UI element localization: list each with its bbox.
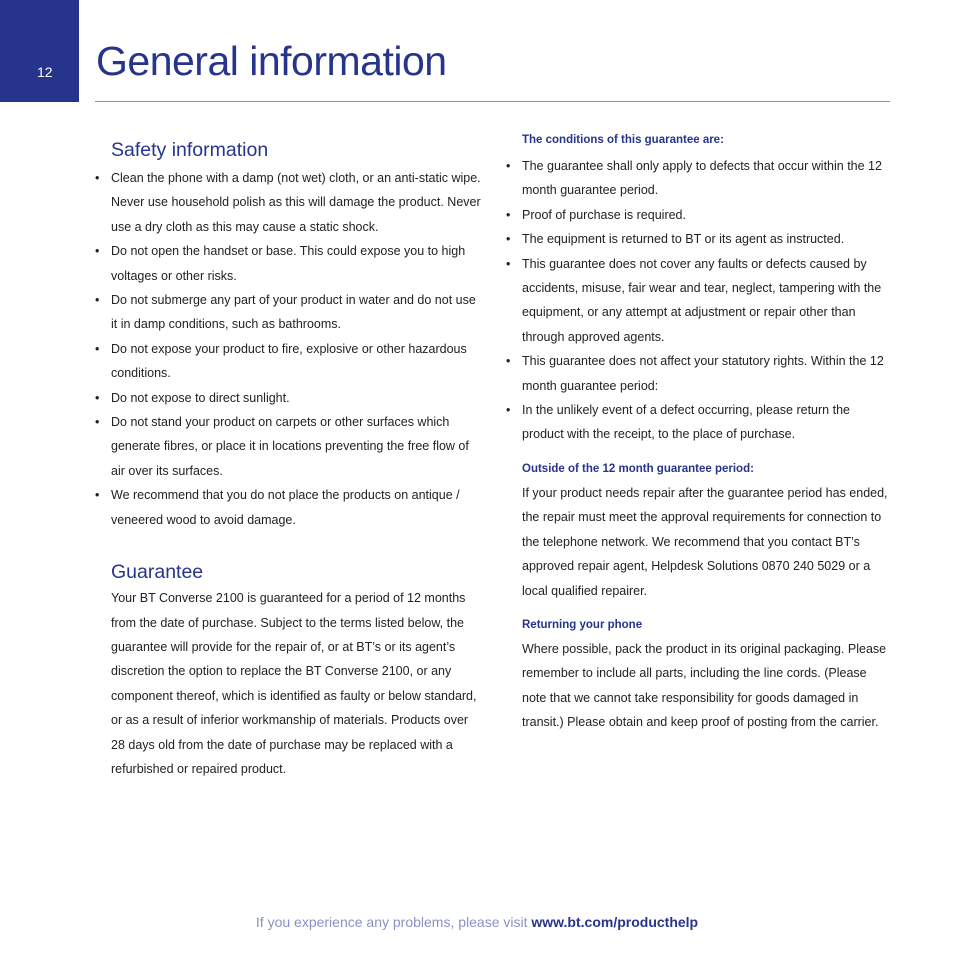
conditions-list	[522, 154, 894, 447]
list-item: • The equipment is returned to BT or its agent as instructed.	[522, 227, 894, 251]
list-item: • Do not expose your product to fire, explosive or other hazardous conditions.	[111, 337, 483, 386]
footer-text: If you experience any problems, please visit	[255, 914, 528, 930]
list-item: • In the unlikely event of a defect occurring, please return the product with the receipt, to the place of purchase.	[522, 398, 894, 447]
footer-link[interactable]: www.bt.com/producthelp	[531, 914, 699, 930]
footer	[0, 914, 954, 930]
list-item: • Clean the phone with a damp (not wet) cloth, or an anti-static wipe. Never use household polish as this will damage the product. Never use a dry cloth as this may cause a static shock.	[111, 166, 483, 239]
safety-heading: Safety information	[111, 139, 269, 161]
outside-guarantee-text: If your product needs repair after the guarantee period has ended, the repair must meet the approval requirements for connection to the telephone network. We recommend that you contact BT’s approved repair agent, Helpdesk Solutions 0870 240 5029 or a local qualified repairer.	[522, 485, 888, 598]
list-item: • This guarantee does not cover any faults or defects caused by accidents, misuse, fair wear and tear, neglect, tampering with the equipment, or any attempt at adjustment or repair other than through approved agents.	[522, 252, 894, 350]
outside-guarantee-heading: Outside of the 12 month guarantee period:	[522, 462, 754, 475]
list-item: • Proof of purchase is required.	[522, 203, 894, 227]
safety-list	[111, 166, 483, 532]
left-column	[111, 136, 483, 781]
conditions-heading: The conditions of this guarantee are:	[522, 134, 724, 146]
list-item: • Do not stand your product on carpets or other surfaces which generate fibres, or place it in locations preventing the free flow of air over its surfaces.	[111, 410, 483, 483]
guarantee-text: Your BT Converse 2100 is guaranteed for a period of 12 months from the date of purchase. Subject to the terms listed below, the guarantee will provide for the repair of, or at BT’s or its agent’s discretion the option to replace the BT Converse 2100, or any component thereof, which is identified as faulty or below standard, or as a result of inferior workmanship of materials. Products over 28 days old from the date of purchase may be replaced with a refurbished or repaired product.	[111, 591, 477, 776]
page-number: 12	[37, 64, 53, 80]
list-item: • This guarantee does not affect your statutory rights. Within the 12 month guarantee period:	[522, 349, 894, 398]
guarantee-heading: Guarantee	[111, 561, 204, 584]
title-divider	[95, 101, 890, 102]
page-number-tab	[0, 0, 79, 102]
returning-text: Where possible, pack the product in its original packaging. Please remember to include all parts, including the line cords. (Please note that we cannot take responsibility for goods damaged in transit.) Please obtain and keep proof of posting from the carrier.	[522, 641, 887, 730]
page-title: General information	[96, 38, 447, 84]
list-item: • Do not expose to direct sunlight.	[111, 386, 483, 410]
right-column	[522, 128, 894, 735]
list-item: • Do not open the handset or base. This could expose you to high voltages or other risks.	[111, 239, 483, 288]
list-item: • The guarantee shall only apply to defects that occur within the 12 month guarantee period.	[522, 154, 894, 203]
returning-heading: Returning your phone	[522, 618, 643, 631]
list-item: • Do not submerge any part of your product in water and do not use it in damp conditions, such as bathrooms.	[111, 288, 483, 337]
list-item: • We recommend that you do not place the products on antique / veneered wood to avoid damage.	[111, 483, 483, 532]
